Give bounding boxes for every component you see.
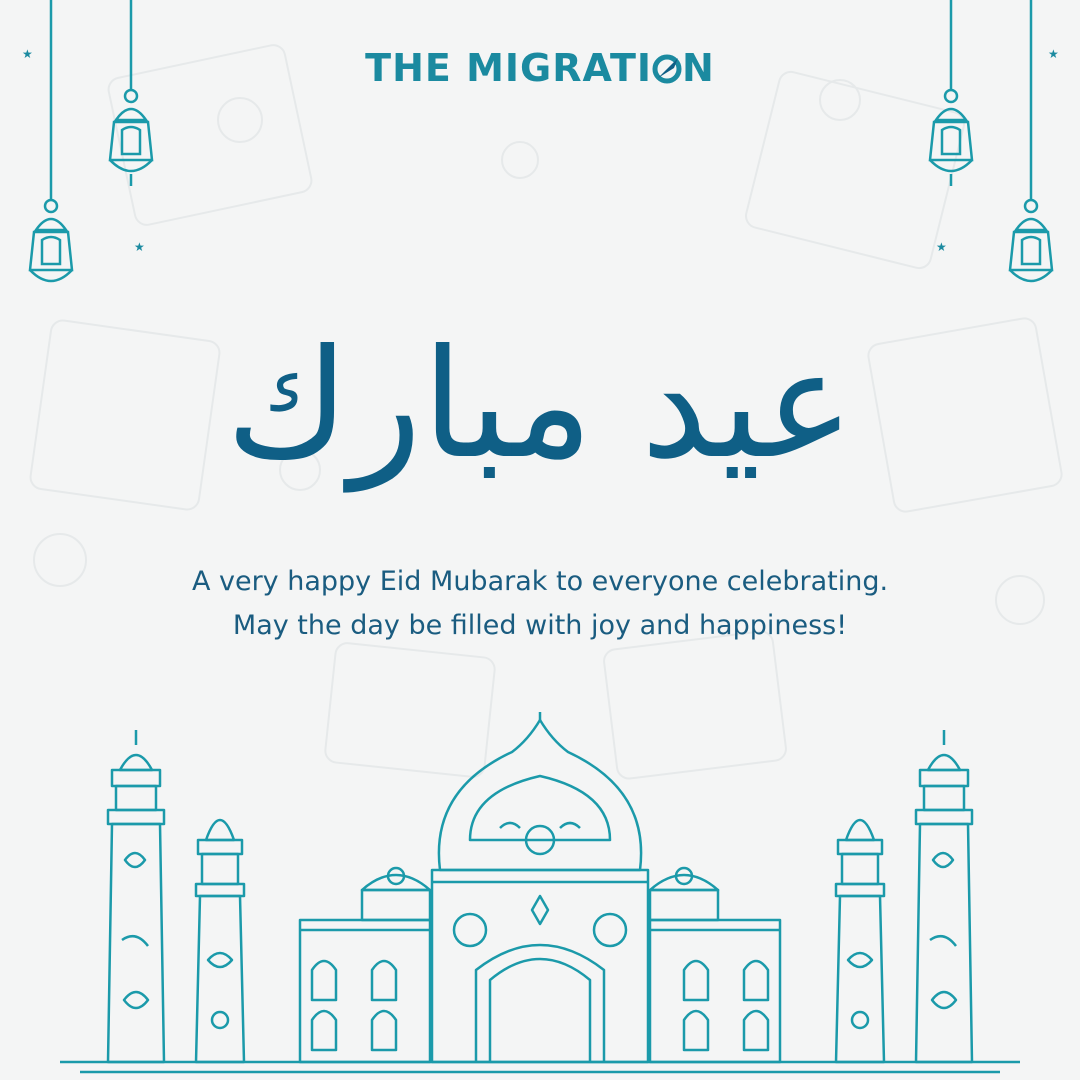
minaret-inner-right [836, 820, 884, 1062]
mosque-illustration [0, 700, 1080, 1080]
minaret-right [916, 730, 972, 1062]
minaret-left [108, 730, 164, 1062]
lantern-icon [20, 0, 82, 300]
star-icon: ★ [134, 240, 145, 254]
message-line-1: A very happy Eid Mubarak to everyone celebrating. [191, 566, 889, 597]
logo-plane-o-icon [652, 46, 682, 90]
brand-logo [0, 46, 1080, 90]
logo-text-end: N [682, 46, 715, 90]
message-line-2: May the day be filled with joy and happiness! [232, 610, 848, 641]
lantern-icon [100, 0, 162, 190]
star-icon: ★ [22, 47, 33, 61]
star-icon: ★ [936, 240, 947, 254]
lantern-icon [920, 0, 982, 190]
star-icon: ★ [1048, 47, 1059, 61]
minaret-inner-left [196, 820, 244, 1062]
greeting-message [0, 560, 1080, 648]
lantern-icon [1000, 0, 1062, 300]
eid-mubarak-calligraphy: عيد مبارك [225, 318, 855, 492]
logo-text: THE MIGRATI [365, 46, 653, 90]
